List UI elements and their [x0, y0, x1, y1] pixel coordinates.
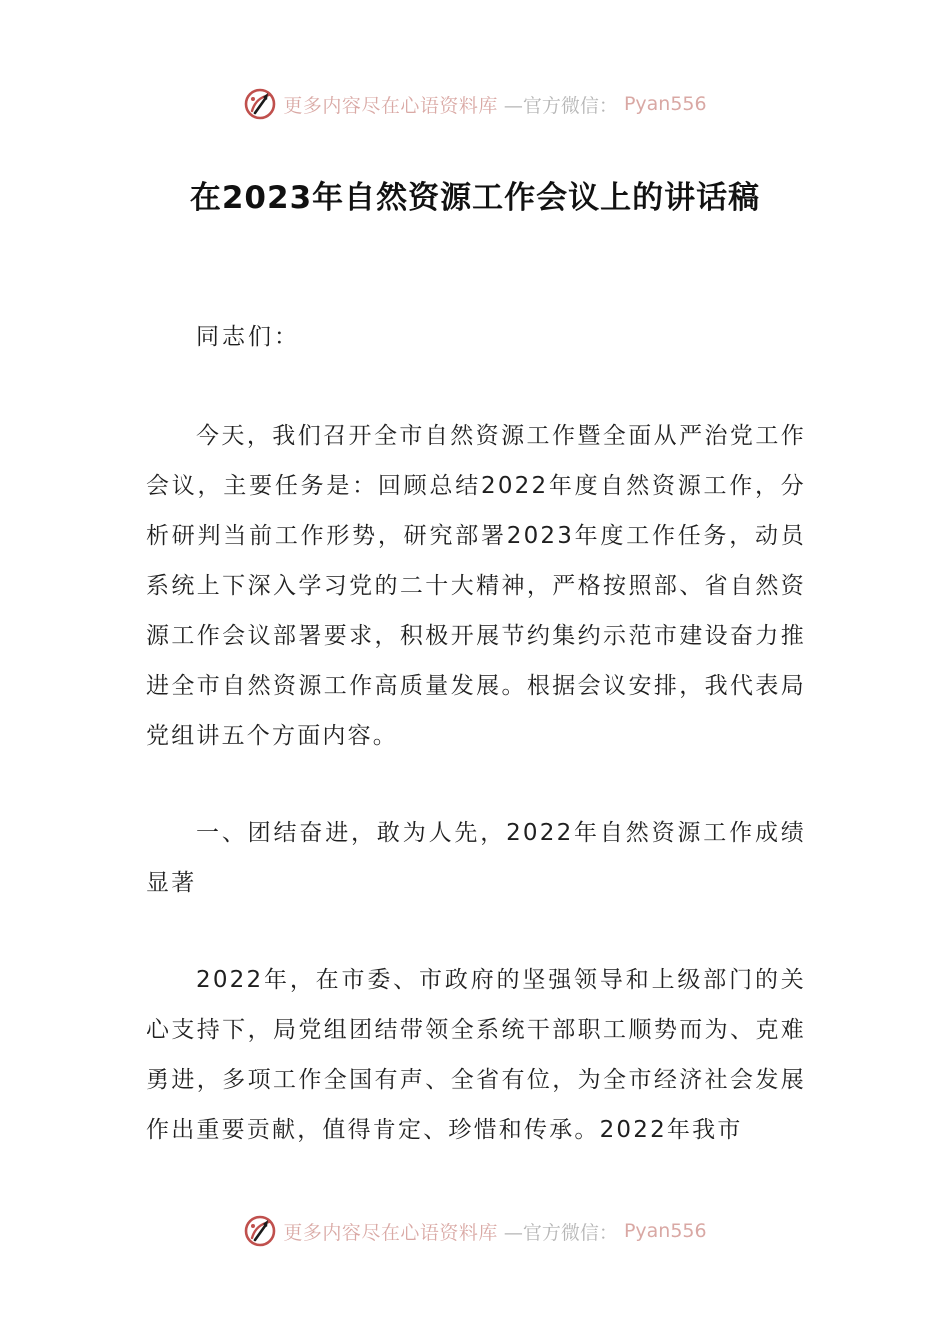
document-title: 在2023年自然资源工作会议上的讲话稿 — [189, 180, 761, 216]
watermark-separator: —官方微信： — [503, 94, 618, 117]
seal-logo-icon — [243, 87, 277, 121]
watermark-separator: —官方微信： — [503, 1221, 618, 1244]
header-watermark — [0, 84, 950, 124]
salutation: 同志们： — [196, 324, 300, 350]
watermark-account: Pyan556 — [623, 93, 707, 115]
section-heading-one: 一、团结奋进，敢为人先，2022年自然资源工作成绩显著 — [146, 820, 806, 896]
watermark-text: 更多内容尽在心语资料库 — [283, 1221, 498, 1244]
seal-logo-icon — [243, 1214, 277, 1248]
watermark-text: 更多内容尽在心语资料库 — [283, 94, 498, 117]
paragraph-intro: 今天，我们召开全市自然资源工作暨全面从严治党工作会议，主要任务是：回顾总结2022年度自然资源工作，分析研判当前工作形势，研究部署2023年度工作任务，动员系统上下深入学习党的二十大精神，严格按照部、省自然资源工作会议部署要求，积极开展节约集约示范市建设奋力推进全市自然资源工作高质量发展。根据会议安排，我代表局党组讲五个方面内容。 — [146, 423, 806, 749]
footer-watermark — [0, 1211, 950, 1251]
watermark-account: Pyan556 — [623, 1220, 707, 1242]
paragraph-achievements: 2022年，在市委、市政府的坚强领导和上级部门的关心支持下，局党组团结带领全系统干部职工顺势而为、克难勇进，多项工作全国有声、全省有位，为全市经济社会发展作出重要贡献，值得肯定、珍惜和传承。2022年我市 — [146, 967, 806, 1143]
